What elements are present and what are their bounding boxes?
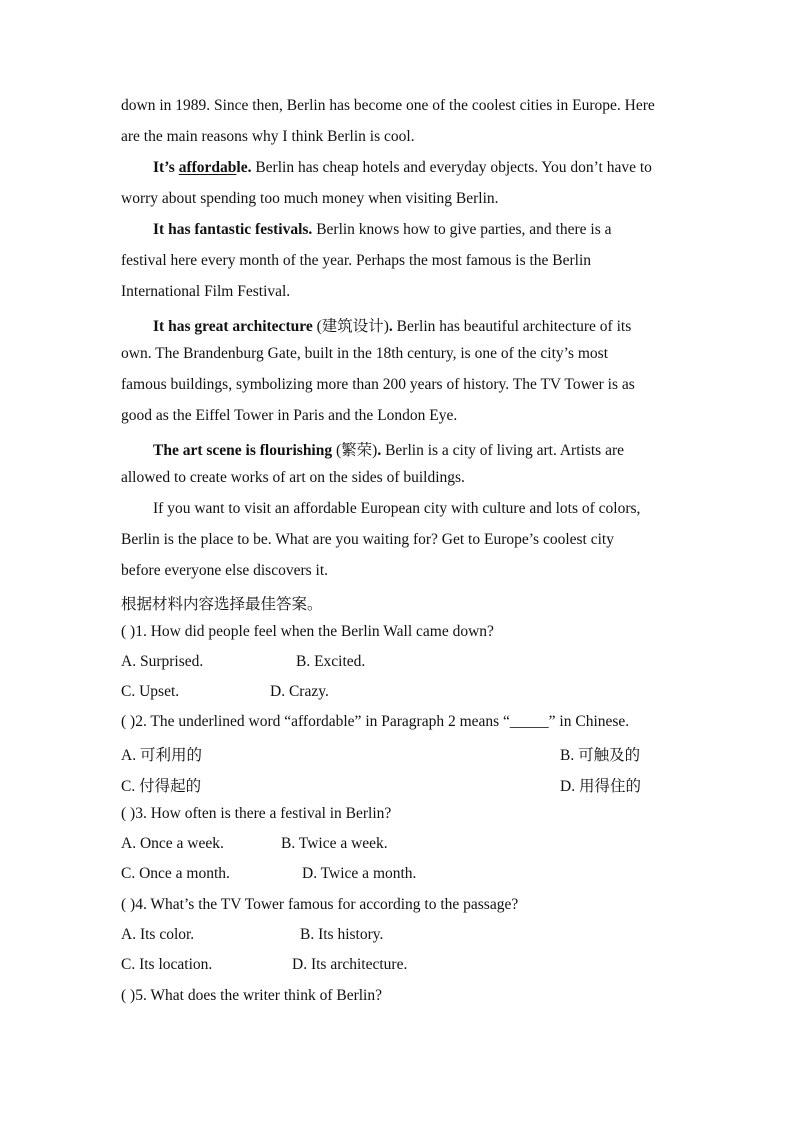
chinese-gloss: (繁荣) [332, 442, 378, 459]
answer-option[interactable]: C. Its location. [121, 956, 213, 973]
answer-option[interactable]: B. Its history. [300, 926, 384, 943]
paragraph-heading: It has fantastic festivals. [153, 221, 313, 238]
answer-option[interactable]: A. Once a week. [121, 835, 224, 852]
answer-option[interactable]: C. 付得起的 [121, 778, 202, 795]
answer-option[interactable]: D. 用得住的 [560, 778, 641, 795]
paragraph-heading: The art scene is flourishing [153, 442, 333, 459]
passage-line: Berlin is the place to be. What are you waiting for? Get to Europe’s coolest city [121, 531, 614, 548]
question-stem: ( )5. What does the writer think of Berlin? [121, 987, 382, 1004]
question-stem: ( )3. How often is there a festival in Berlin? [121, 805, 392, 822]
answer-option[interactable]: D. Its architecture. [292, 956, 408, 973]
passage-line: before everyone else discovers it. [121, 562, 329, 579]
instruction: 根据材料内容选择最佳答案。 [121, 596, 323, 613]
question-stem: ( )4. What’s the TV Tower famous for according to the passage? [121, 896, 519, 913]
answer-option[interactable]: B. Twice a week. [281, 835, 388, 852]
passage-line: International Film Festival. [121, 283, 291, 300]
paragraph-4-first-line: It has great architecture (建筑设计). Berlin has beautiful architecture of its [153, 318, 632, 335]
passage-line: worry about spending too much money when visiting Berlin. [121, 190, 499, 207]
underlined-word: affordab [178, 159, 237, 176]
answer-option[interactable]: D. Twice a month. [302, 865, 417, 882]
answer-option[interactable]: D. Crazy. [270, 683, 329, 700]
answer-option[interactable]: B. 可触及的 [560, 747, 641, 764]
answer-option[interactable]: A. Surprised. [121, 653, 204, 670]
passage-line: famous buildings, symbolizing more than 200 years of history. The TV Tower is as [121, 376, 635, 393]
passage-line: allowed to create works of art on the sides of buildings. [121, 469, 465, 486]
passage-line: own. The Brandenburg Gate, built in the 18th century, is one of the city’s most [121, 345, 609, 362]
chinese-gloss: (建筑设计) [312, 318, 389, 335]
answer-option[interactable]: B. Excited. [296, 653, 366, 670]
paragraph-2-first-line: It’s affordable. Berlin has cheap hotels and everyday objects. You don’t have to [153, 159, 652, 176]
passage-line: down in 1989. Since then, Berlin has become one of the coolest cities in Europe. Here [121, 97, 655, 114]
passage-line: If you want to visit an affordable European city with culture and lots of colors, [153, 500, 641, 517]
passage-line: good as the Eiffel Tower in Paris and the London Eye. [121, 407, 458, 424]
passage-line: festival here every month of the year. Perhaps the most famous is the Berlin [121, 252, 592, 269]
answer-option[interactable]: C. Once a month. [121, 865, 230, 882]
question-stem: ( )1. How did people feel when the Berlin Wall came down? [121, 623, 494, 640]
question-stem: ( )2. The underlined word “affordable” in Paragraph 2 means “_____” in Chinese. [121, 713, 630, 730]
passage-line: are the main reasons why I think Berlin is cool. [121, 128, 415, 145]
paragraph-heading: It’s affordable. [153, 159, 252, 176]
paragraph-3-first-line: It has fantastic festivals. Berlin knows how to give parties, and there is a [153, 221, 612, 238]
paragraph-heading: It has great architecture [153, 318, 313, 335]
answer-option[interactable]: A. 可利用的 [121, 747, 202, 764]
answer-option[interactable]: C. Upset. [121, 683, 180, 700]
answer-option[interactable]: A. Its color. [121, 926, 195, 943]
paragraph-5-first-line: The art scene is flourishing (繁荣). Berlin is a city of living art. Artists are [153, 442, 624, 459]
